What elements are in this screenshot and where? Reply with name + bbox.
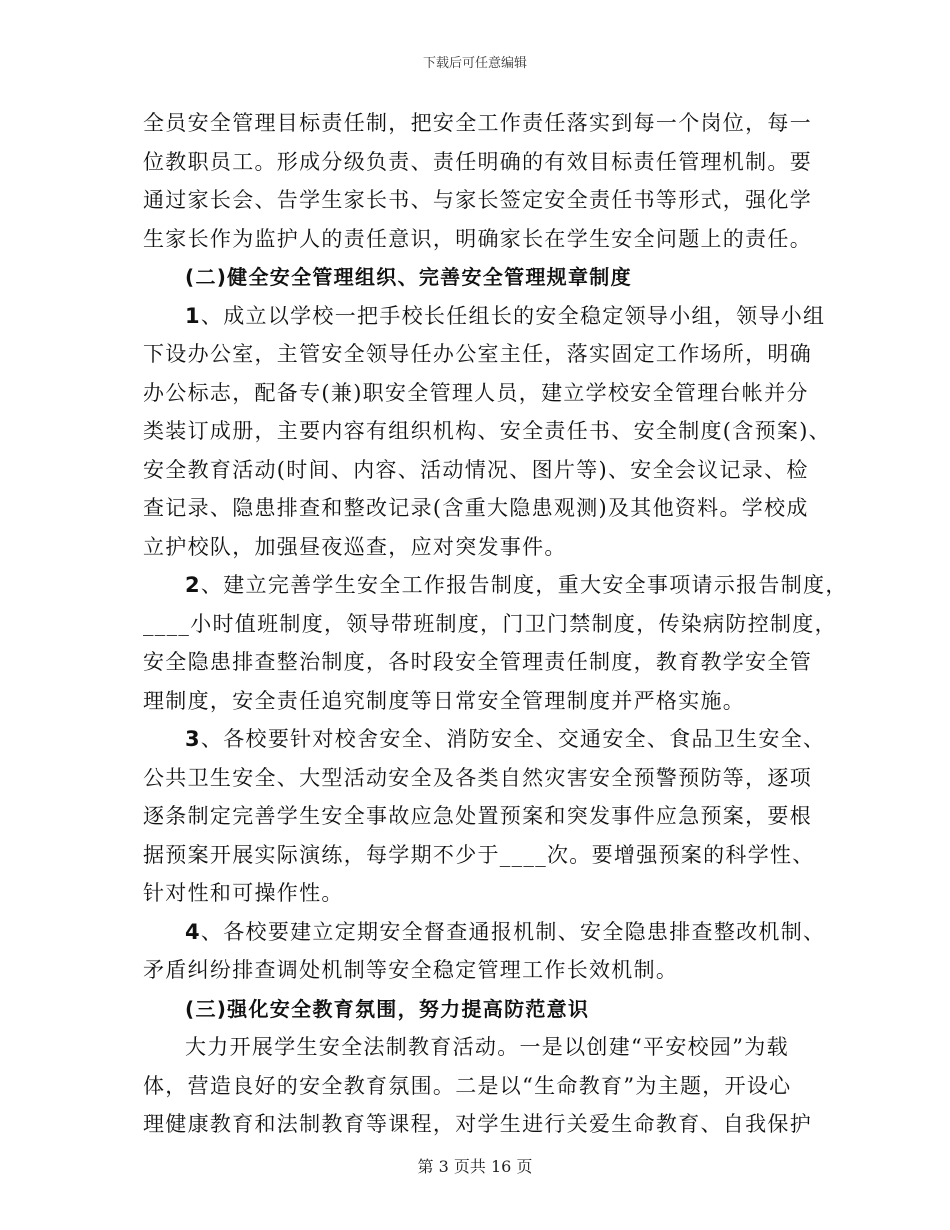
paragraph-line: ____小时值班制度，领导带班制度，门卫门禁制度，传染病防控制度，: [143, 611, 837, 636]
item-text: 、各校要针对校舍安全、消防安全、交通安全、食品卫生安全、: [200, 727, 826, 751]
paragraph-line: 体，营造良好的安全教育氛围。二是以“生命教育”为主题，开设心: [143, 1073, 792, 1098]
item-number: 2: [185, 573, 201, 597]
page-footer: 第 3 页共 16 页: [417, 1157, 533, 1176]
paragraph-line: 安全隐患排查整治制度，各时段安全管理责任制度，教育教学安全管: [143, 650, 812, 674]
paragraph-line: 办公标志，配备专(兼)职安全管理人员，建立学校安全管理台帐并分: [143, 380, 809, 405]
paragraph-line: 通过家长会、告学生家长书、与家长签定安全责任书等形式，强化学: [143, 188, 812, 212]
item-1-first-line: [143, 297, 833, 336]
paragraph-line: 查记录、隐患排查和整改记录(含重大隐患观测)及其他资料。学校成: [143, 496, 809, 520]
paragraph-line: 安全教育活动(时间、内容、活动情况、图片等)、安全会议记录、检: [143, 457, 809, 482]
item-number: 1: [185, 303, 201, 328]
item-text: 、成立以学校一把手校长任组长的安全稳定领导小组，领导小组: [200, 303, 826, 328]
paragraph-line: 立护校队，加强昼夜巡查，应对突发事件。: [143, 534, 567, 559]
item-number: 4: [185, 919, 201, 944]
paragraph-line: 针对性和可操作性。: [143, 881, 344, 905]
paragraph-line: 下设办公室，主管安全领导任办公室主任，落实固定工作场所，明确: [143, 342, 812, 366]
section-heading-2: (二)健全安全管理组织、完善安全管理规章制度: [185, 265, 632, 289]
paragraph-line: 全员安全管理目标责任制，把安全工作责任落实到每一个岗位，每一: [143, 111, 812, 135]
paragraph-line: 生家长作为监护人的责任意识，明确家长在学生安全问题上的责任。: [143, 226, 812, 251]
document-body: [143, 104, 848, 1144]
paragraph-first-line: 大力开展学生安全法制教育活动。一是以创建“平安校园”为载: [185, 1035, 789, 1059]
section-heading-3: (三)强化安全教育氛围，努力提高防范意识: [185, 996, 590, 1021]
paragraph-line: 逐条制定完善学生安全事故应急处置预案和突发事件应急预案，要根: [143, 804, 812, 828]
item-text: 、建立完善学生安全工作报告制度，重大安全事项请示报告制度，: [200, 573, 848, 597]
item-3-first-line: [143, 720, 833, 759]
page-header: 下载后可任意编辑: [422, 56, 527, 71]
paragraph-line: 矛盾纠纷排查调处机制等安全稳定管理工作长效机制。: [143, 958, 679, 982]
paragraph-line: 位教职员工。形成分级负责、责任明确的有效目标责任管理机制。要: [143, 149, 812, 174]
item-4-first-line: [143, 913, 833, 952]
item-text: 、各校要建立定期安全督查通报机制、安全隐患排查整改机制、: [200, 919, 826, 944]
paragraph-line: 公共卫生安全、大型活动安全及各类自然灾害安全预警预防等，逐项: [143, 765, 812, 790]
item-2-first-line: [143, 566, 848, 605]
item-number: 3: [185, 727, 201, 751]
paragraph-line: 据预案开展实际演练，每学期不少于____次。要增强预案的科学性、: [143, 842, 815, 867]
paragraph-line: 类装订成册，主要内容有组织机构、安全责任书、安全制度(含预案)、: [143, 419, 831, 443]
paragraph-line: 理健康教育和法制教育等课程，对学生进行关爱生命教育、自我保护: [143, 1112, 812, 1136]
paragraph-line: 理制度，安全责任追究制度等日常安全管理制度并严格实施。: [143, 688, 746, 713]
